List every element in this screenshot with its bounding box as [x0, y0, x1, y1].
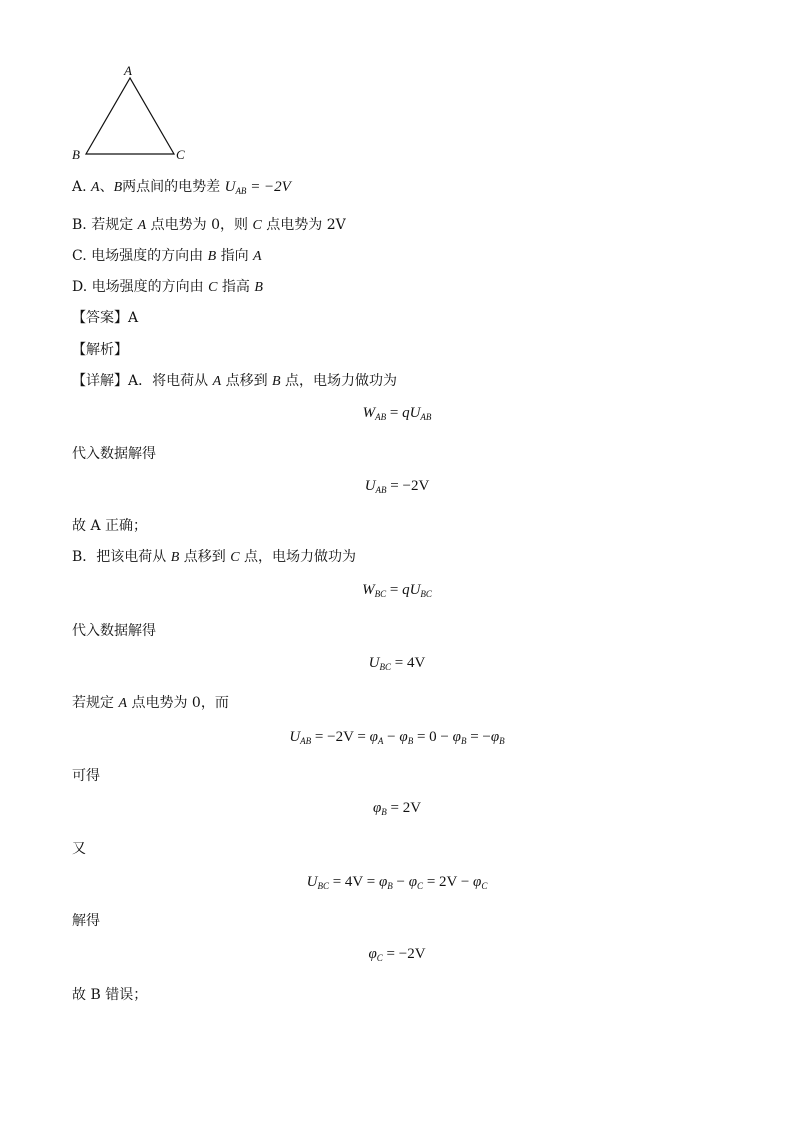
option-a-sep: 、 [99, 179, 114, 195]
eq7-phi2: φ [408, 874, 418, 890]
eq3-u-sub: BC [420, 589, 432, 599]
vertex-a-label: A [124, 63, 132, 78]
eq5-p2: − [383, 729, 400, 745]
option-a-v2: B [113, 180, 123, 195]
eq1-u-sub: AB [420, 412, 432, 422]
option-d-text1: 指高 [217, 279, 255, 295]
eq5-s1: A [377, 736, 384, 746]
eq3-mid: = [386, 582, 403, 598]
eq1-mid: = [386, 405, 403, 421]
conclusion-a: 故 A 正确； [72, 518, 148, 534]
eq7-u: U [306, 874, 318, 890]
equation-u-bc [0, 655, 794, 672]
eq8-rest: = −2V [382, 946, 426, 962]
eq3-q: q [402, 582, 410, 598]
detail-b-v2: C [230, 550, 240, 565]
eq4-u-sub: BC [379, 662, 392, 672]
eq1-w-sub: AB [375, 412, 387, 422]
eq5-s3: B [460, 736, 467, 746]
eq7-s3: C [481, 881, 488, 891]
option-a-text: 两点间的电势差 [122, 179, 221, 195]
detail-a-text3: 点，电场力做功为 [280, 373, 398, 389]
if-text1: 若规定 [72, 695, 119, 711]
eq7-p1: = 4V = [328, 874, 379, 890]
option-b-prefix: B. 若规定 [72, 217, 138, 233]
eq8-sub: C [376, 953, 383, 963]
option-b-v2: C [252, 218, 262, 233]
option-d-prefix: D. 电场强度的方向由 [72, 279, 209, 295]
eq5-p1: = −2V = [311, 729, 370, 745]
equation-phi-c [0, 946, 794, 963]
detail-a-v2: B [272, 374, 281, 389]
option-c-v2: A [253, 249, 262, 264]
eq7-p3: = 2V − [423, 874, 474, 890]
solve-text: 解得 [72, 913, 100, 929]
eq1-u: U [409, 405, 421, 421]
eq1-w: W [362, 405, 376, 421]
eq2-u: U [364, 478, 376, 494]
eq7-p2: − [392, 874, 409, 890]
detail-b-text2: 点移到 [179, 549, 231, 565]
eq3-w: W [362, 582, 375, 598]
detail-b-text3: 点，电场力做功为 [239, 549, 357, 565]
detail-a-text1: A．将电荷从 [128, 373, 213, 389]
option-b [72, 214, 346, 234]
eq7-phi3: φ [473, 874, 482, 890]
eq5-phi3: φ [452, 729, 461, 745]
triangle-figure [66, 62, 196, 166]
option-a-value: = −2V [246, 179, 291, 195]
substitute-text-2: 代入数据解得 [72, 623, 156, 639]
option-d-v2: B [254, 280, 263, 295]
if-text2: 点电势为 0，而 [127, 695, 229, 711]
option-c [72, 245, 262, 265]
eq2-rest: = −2V [386, 478, 430, 494]
equation-potential-chain-bc [0, 874, 794, 891]
equation-work-bc [0, 582, 794, 599]
option-c-prefix: C. 电场强度的方向由 [72, 248, 208, 264]
eq6-phi: φ [372, 800, 382, 816]
option-b-text2: 点电势为 2V [261, 217, 346, 233]
equation-u-ab [0, 478, 794, 495]
eq5-phi4: φ [490, 729, 500, 745]
eq5-s4: B [499, 736, 505, 746]
eq2-u-sub: AB [375, 485, 387, 495]
equation-work-ab [0, 405, 794, 422]
eq5-s2: B [407, 736, 414, 746]
eq7-phi1: φ [378, 874, 388, 890]
eq5-u: U [289, 729, 301, 745]
option-a-v1: A [91, 180, 100, 195]
eq6-sub: B [381, 807, 387, 817]
eq5-phi1: φ [369, 729, 378, 745]
detail-b-text1: B．把该电荷从 [72, 549, 171, 565]
eq5-p4: = − [466, 729, 491, 745]
option-c-v1: B [207, 249, 217, 264]
option-d [72, 276, 263, 296]
option-a-prefix: A. [72, 179, 92, 195]
analysis-label: 【解析】 [72, 342, 128, 358]
equation-potential-chain-ab [0, 729, 794, 746]
vertex-b-label: B [72, 147, 80, 162]
eq3-w-sub: BC [374, 589, 387, 599]
detail-a-intro [72, 370, 397, 390]
if-statement [72, 692, 229, 712]
substitute-text-1: 代入数据解得 [72, 446, 156, 462]
if-v: A [118, 696, 128, 711]
equation-phi-b [0, 800, 794, 817]
option-a-u-sub: AB [235, 186, 247, 196]
eq5-p3: = 0 − [413, 729, 453, 745]
eq4-u: U [368, 655, 380, 671]
conclusion-b: 故 B 错误； [72, 987, 148, 1003]
option-d-v1: C [208, 280, 218, 295]
eq1-q: q [402, 405, 410, 421]
eq5-phi2: φ [399, 729, 408, 745]
option-a-u: U [224, 179, 236, 195]
can-get-text: 可得 [72, 768, 100, 784]
detail-b-intro [72, 546, 356, 566]
eq7-u-sub: BC [317, 881, 329, 891]
option-b-v1: A [137, 218, 147, 233]
option-a-formula [225, 179, 291, 195]
answer-label: 【答案】 [72, 310, 128, 326]
eq3-u: U [409, 582, 421, 598]
eq7-s2: C [417, 881, 424, 891]
eq4-rest: = 4V [391, 655, 426, 671]
answer-line [72, 307, 138, 327]
detail-a-text2: 点移到 [221, 373, 273, 389]
detail-a-v1: A [212, 374, 222, 389]
answer-value: A [128, 310, 139, 326]
triangle-shape [86, 78, 174, 154]
detail-label: 【详解】 [72, 373, 128, 389]
eq6-rest: = 2V [386, 800, 422, 816]
also-text: 又 [72, 841, 86, 857]
option-a [72, 176, 291, 196]
vertex-c-label: C [176, 147, 185, 162]
option-c-text1: 指向 [216, 248, 254, 264]
detail-b-v1: B [170, 550, 180, 565]
eq8-phi: φ [368, 946, 377, 962]
option-b-text1: 点电势为 0，则 [146, 217, 253, 233]
eq5-u-sub: AB [300, 736, 312, 746]
eq7-s1: B [387, 881, 393, 891]
